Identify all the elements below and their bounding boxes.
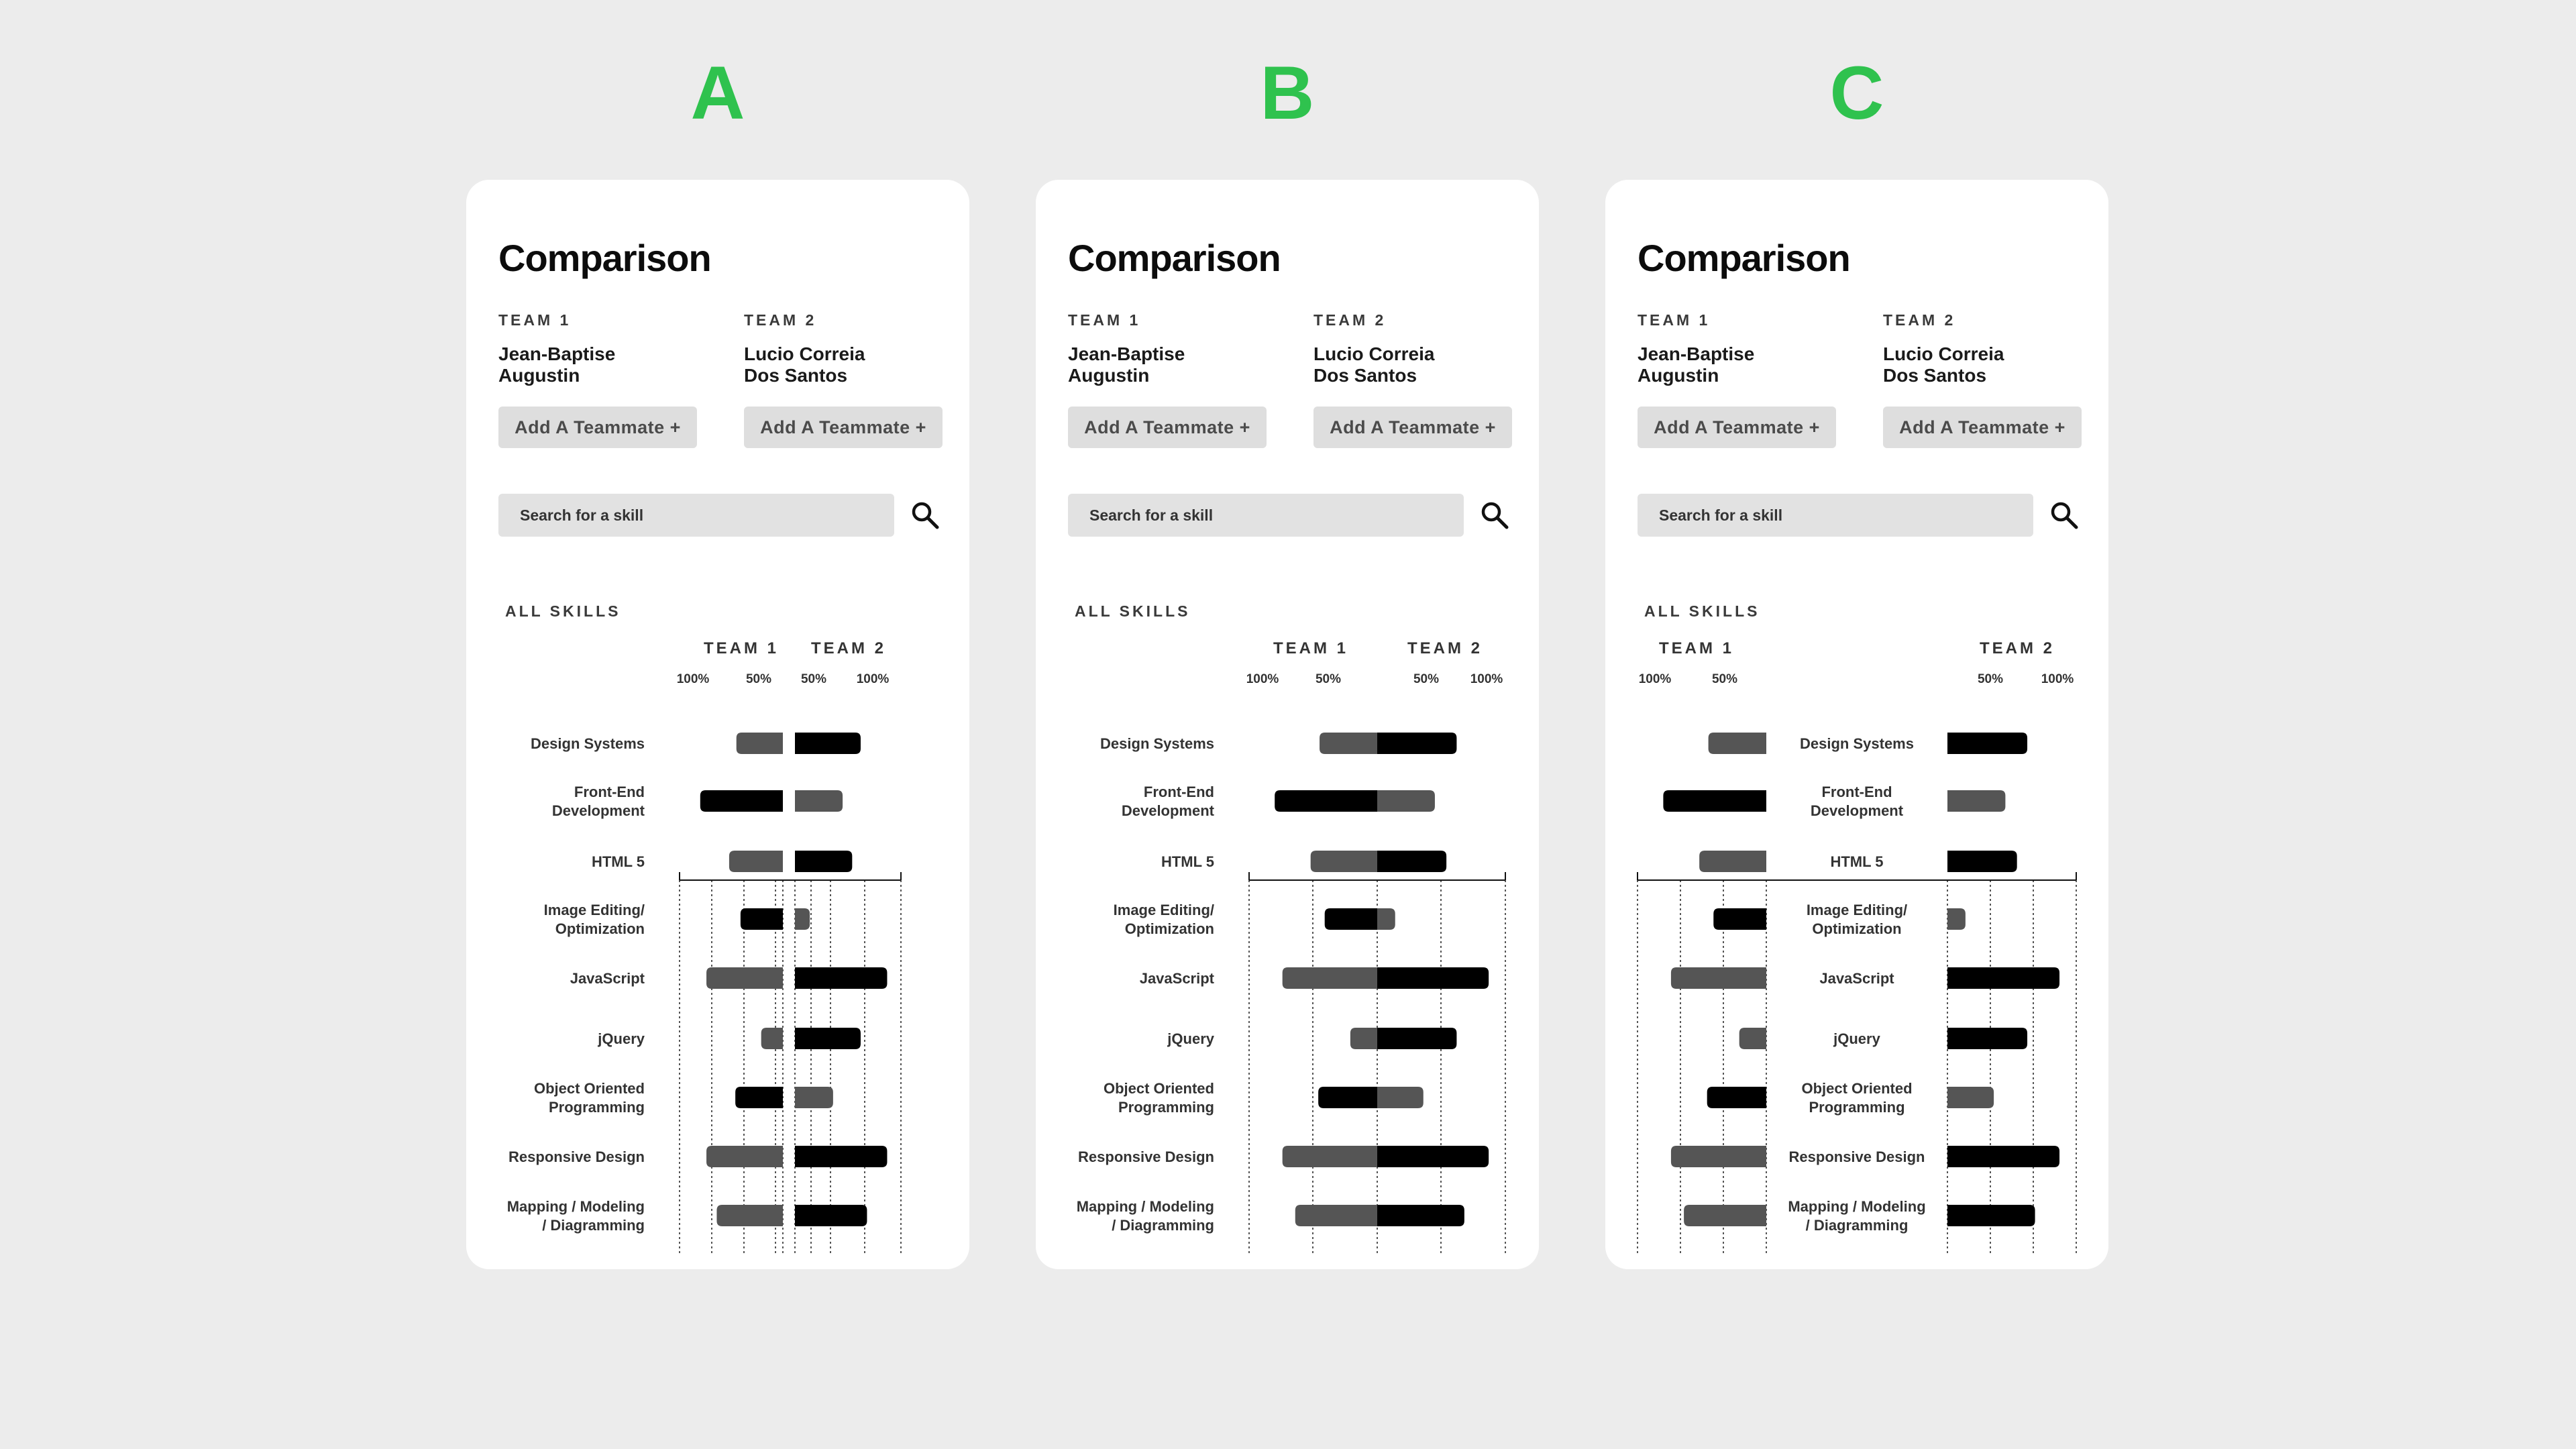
skill-label [592, 853, 645, 870]
name-line: Jean-Baptise [498, 343, 616, 364]
skill-label-line: Design Systems [531, 735, 645, 752]
all-skills-heading: ALL SKILLS [1075, 602, 1191, 620]
team1-bar [716, 1205, 783, 1226]
skill-label-line: Object Oriented [533, 1080, 645, 1097]
team1-bar [741, 908, 783, 930]
skill-label-line: Development [551, 802, 645, 819]
skill-label-line: Optimization [1124, 920, 1214, 937]
skill-label [1104, 1080, 1214, 1116]
skill-label-line: jQuery [598, 1030, 645, 1047]
name-line: Lucio Correia [1883, 343, 2004, 364]
skill-label [1167, 1030, 1214, 1047]
page-title: Comparison [498, 237, 711, 279]
team2-bar [1377, 1028, 1456, 1049]
team2-bar [795, 1205, 867, 1226]
skill-label-line: Object Oriented [1801, 1080, 1913, 1097]
team1-bar [1684, 1205, 1766, 1226]
skill-label-line: Programming [1809, 1099, 1905, 1116]
comparison-card [466, 180, 969, 1269]
team2-bar [1377, 967, 1489, 989]
team1-bar [1325, 908, 1377, 930]
tick-label: 100% [676, 672, 710, 686]
skill-label-line: JavaScript [570, 970, 645, 987]
chart-team1-header: TEAM 1 [1658, 639, 1735, 657]
page-title: Comparison [1068, 237, 1281, 279]
skill-label [1801, 1080, 1912, 1116]
variant-letter: A [690, 51, 745, 135]
add-teammate-button-team2[interactable]: Add A Teammate + [1883, 407, 2082, 448]
team2-bar [1377, 1087, 1424, 1108]
comparison-card [1605, 180, 2108, 1269]
team1-bar [1739, 1028, 1766, 1049]
team1-bar [1311, 851, 1377, 872]
skill-label [570, 970, 645, 987]
tick-label: 100% [1470, 672, 1503, 686]
team2-label: TEAM 2 [1313, 311, 1387, 329]
skill-label [597, 1030, 645, 1047]
skill-label-line: Mapping / Modeling [1788, 1198, 1926, 1215]
skill-label-line: Design Systems [1800, 735, 1914, 752]
team2-bar [795, 967, 887, 989]
name-line: Jean-Baptise [1068, 343, 1185, 364]
skills-comparison-chart [1036, 180, 1539, 1269]
team1-bar [1671, 967, 1766, 989]
skill-label [1140, 970, 1215, 987]
team2-bar [1947, 1205, 2035, 1226]
team2-bar [1377, 790, 1435, 812]
tick-label: 50% [800, 672, 827, 686]
team1-label: TEAM 1 [498, 311, 572, 329]
skill-label-line: Programming [548, 1099, 645, 1116]
name-line: Dos Santos [1883, 365, 1987, 386]
chart-team2-header: TEAM 2 [810, 639, 887, 657]
team2-bar [1947, 1146, 2059, 1167]
team1-bar [1283, 1146, 1377, 1167]
chart-team2-header: TEAM 2 [1979, 639, 2055, 657]
team1-label: TEAM 1 [1638, 311, 1711, 329]
team1-bar [1318, 1087, 1377, 1108]
skill-label-line: JavaScript [1819, 970, 1894, 987]
skill-label-line: Optimization [555, 920, 645, 937]
variant-letter: C [1829, 51, 1884, 135]
tick-label: 50% [745, 672, 772, 686]
skill-label-line: JavaScript [1139, 970, 1214, 987]
skill-label [1800, 735, 1914, 752]
name-line: Dos Santos [1313, 365, 1417, 386]
add-teammate-button-team1[interactable]: Add A Teammate + [1638, 407, 1836, 448]
team2-bar [1947, 1087, 1994, 1108]
skill-label [544, 902, 645, 937]
skill-label-line: HTML 5 [591, 853, 645, 870]
tick-label: 50% [1977, 672, 2004, 686]
team1-bar [706, 1146, 783, 1167]
name-line: Augustin [498, 365, 580, 386]
chart-team1-header: TEAM 1 [703, 639, 780, 657]
team1-bar [1663, 790, 1766, 812]
team2-bar [1377, 1146, 1489, 1167]
skill-label-line: Responsive Design [1078, 1148, 1214, 1165]
team1-bar [1671, 1146, 1766, 1167]
team1-bar [1350, 1028, 1377, 1049]
skill-label-line: Development [1121, 802, 1214, 819]
skill-label-line: / Diagramming [542, 1217, 645, 1234]
skill-label-line: Development [1810, 802, 1904, 819]
skill-label-line: Front-End [1821, 784, 1892, 800]
tick-label: 50% [1711, 672, 1738, 686]
team2-bar [795, 790, 843, 812]
skill-label [507, 1198, 645, 1234]
chart-team2-header: TEAM 2 [1407, 639, 1483, 657]
tick-label: 100% [1638, 672, 1672, 686]
team2-bar [1377, 851, 1446, 872]
team2-label: TEAM 2 [1883, 311, 1956, 329]
skill-label-line: Responsive Design [1788, 1148, 1925, 1165]
name-line: Lucio Correia [744, 343, 865, 364]
all-skills-heading: ALL SKILLS [505, 602, 621, 620]
team1-bar [729, 851, 783, 872]
add-teammate-button-team1[interactable]: Add A Teammate + [498, 407, 697, 448]
comparison-card [1036, 180, 1539, 1269]
page-title: Comparison [1638, 237, 1850, 279]
add-teammate-button-team2[interactable]: Add A Teammate + [1313, 407, 1512, 448]
skill-label [508, 1148, 645, 1165]
team2-bar [795, 908, 810, 930]
skill-label [1789, 1148, 1925, 1165]
skill-label [1811, 784, 1904, 819]
skill-label [1114, 902, 1214, 937]
skill-label-line: Mapping / Modeling [506, 1198, 645, 1215]
name-line: Jean-Baptise [1638, 343, 1755, 364]
team2-bar [795, 1028, 861, 1049]
skill-label-line: Optimization [1812, 920, 1902, 937]
team2-bar [795, 1087, 833, 1108]
skill-label-line: Mapping / Modeling [1076, 1198, 1214, 1215]
skill-label-line: Programming [1118, 1099, 1214, 1116]
skill-label-line: Design Systems [1100, 735, 1214, 752]
team1-bar [706, 967, 783, 989]
team1-bar [761, 1028, 783, 1049]
team2-bar [1947, 1028, 2027, 1049]
team2-bar [795, 1146, 887, 1167]
skill-label [1122, 784, 1215, 819]
team2-bar [1947, 851, 2017, 872]
team1-bar [700, 790, 783, 812]
add-teammate-button-team1[interactable]: Add A Teammate + [1068, 407, 1267, 448]
skill-label [534, 1080, 645, 1116]
skill-label-line: Image Editing/ [1806, 902, 1908, 918]
skill-label [1077, 1198, 1214, 1234]
skill-label-line: jQuery [1833, 1030, 1880, 1047]
team1-bar [1713, 908, 1766, 930]
tick-label: 100% [856, 672, 890, 686]
skill-label-line: Image Editing/ [1113, 902, 1214, 918]
team1-bar [1320, 733, 1377, 754]
skill-label [1100, 735, 1214, 752]
skill-label [1807, 902, 1907, 937]
skill-label-line: Front-End [574, 784, 645, 800]
skills-comparison-chart [466, 180, 969, 1269]
chart-team1-header: TEAM 1 [1273, 639, 1349, 657]
skill-label-line: Image Editing/ [543, 902, 645, 918]
name-line: Augustin [1068, 365, 1150, 386]
tick-label: 50% [1315, 672, 1342, 686]
skill-label [1830, 853, 1883, 870]
team1-bar [1275, 790, 1377, 812]
skill-label-line: Responsive Design [508, 1148, 645, 1165]
team1-bar [1709, 733, 1766, 754]
team2-bar [1377, 1205, 1464, 1226]
skill-label [1161, 853, 1214, 870]
team2-bar [1947, 790, 2005, 812]
skill-label-line: HTML 5 [1830, 853, 1884, 870]
variant-letter: B [1260, 51, 1315, 135]
team2-bar [795, 851, 852, 872]
team2-bar [795, 733, 861, 754]
skill-label-line: / Diagramming [1805, 1217, 1909, 1234]
team1-bar [1707, 1087, 1766, 1108]
skill-label [1788, 1198, 1925, 1234]
team1-label: TEAM 1 [1068, 311, 1141, 329]
team1-bar [735, 1087, 783, 1108]
skill-label [1078, 1148, 1214, 1165]
skills-comparison-chart [1605, 180, 2108, 1269]
skill-label [1833, 1030, 1880, 1047]
team1-bar [1283, 967, 1377, 989]
name-line: Lucio Correia [1313, 343, 1435, 364]
all-skills-heading: ALL SKILLS [1644, 602, 1760, 620]
team1-bar [1295, 1205, 1377, 1226]
skill-label-line: / Diagramming [1112, 1217, 1214, 1234]
skill-label-line: jQuery [1167, 1030, 1214, 1047]
skill-label-line: Front-End [1143, 784, 1214, 800]
skill-label [531, 735, 645, 752]
team2-bar [1377, 733, 1456, 754]
skill-label [1819, 970, 1894, 987]
team2-bar [1947, 908, 1966, 930]
team2-label: TEAM 2 [744, 311, 817, 329]
skill-label-line: HTML 5 [1161, 853, 1214, 870]
skill-label-line: Object Oriented [1103, 1080, 1214, 1097]
team2-bar [1377, 908, 1395, 930]
skill-label [552, 784, 645, 819]
tick-label: 100% [1246, 672, 1279, 686]
team2-bar [1947, 733, 2027, 754]
team1-bar [1699, 851, 1766, 872]
team2-bar [1947, 967, 2059, 989]
name-line: Augustin [1638, 365, 1719, 386]
tick-label: 50% [1413, 672, 1440, 686]
tick-label: 100% [2041, 672, 2074, 686]
name-line: Dos Santos [744, 365, 848, 386]
team1-bar [737, 733, 783, 754]
add-teammate-button-team2[interactable]: Add A Teammate + [744, 407, 943, 448]
